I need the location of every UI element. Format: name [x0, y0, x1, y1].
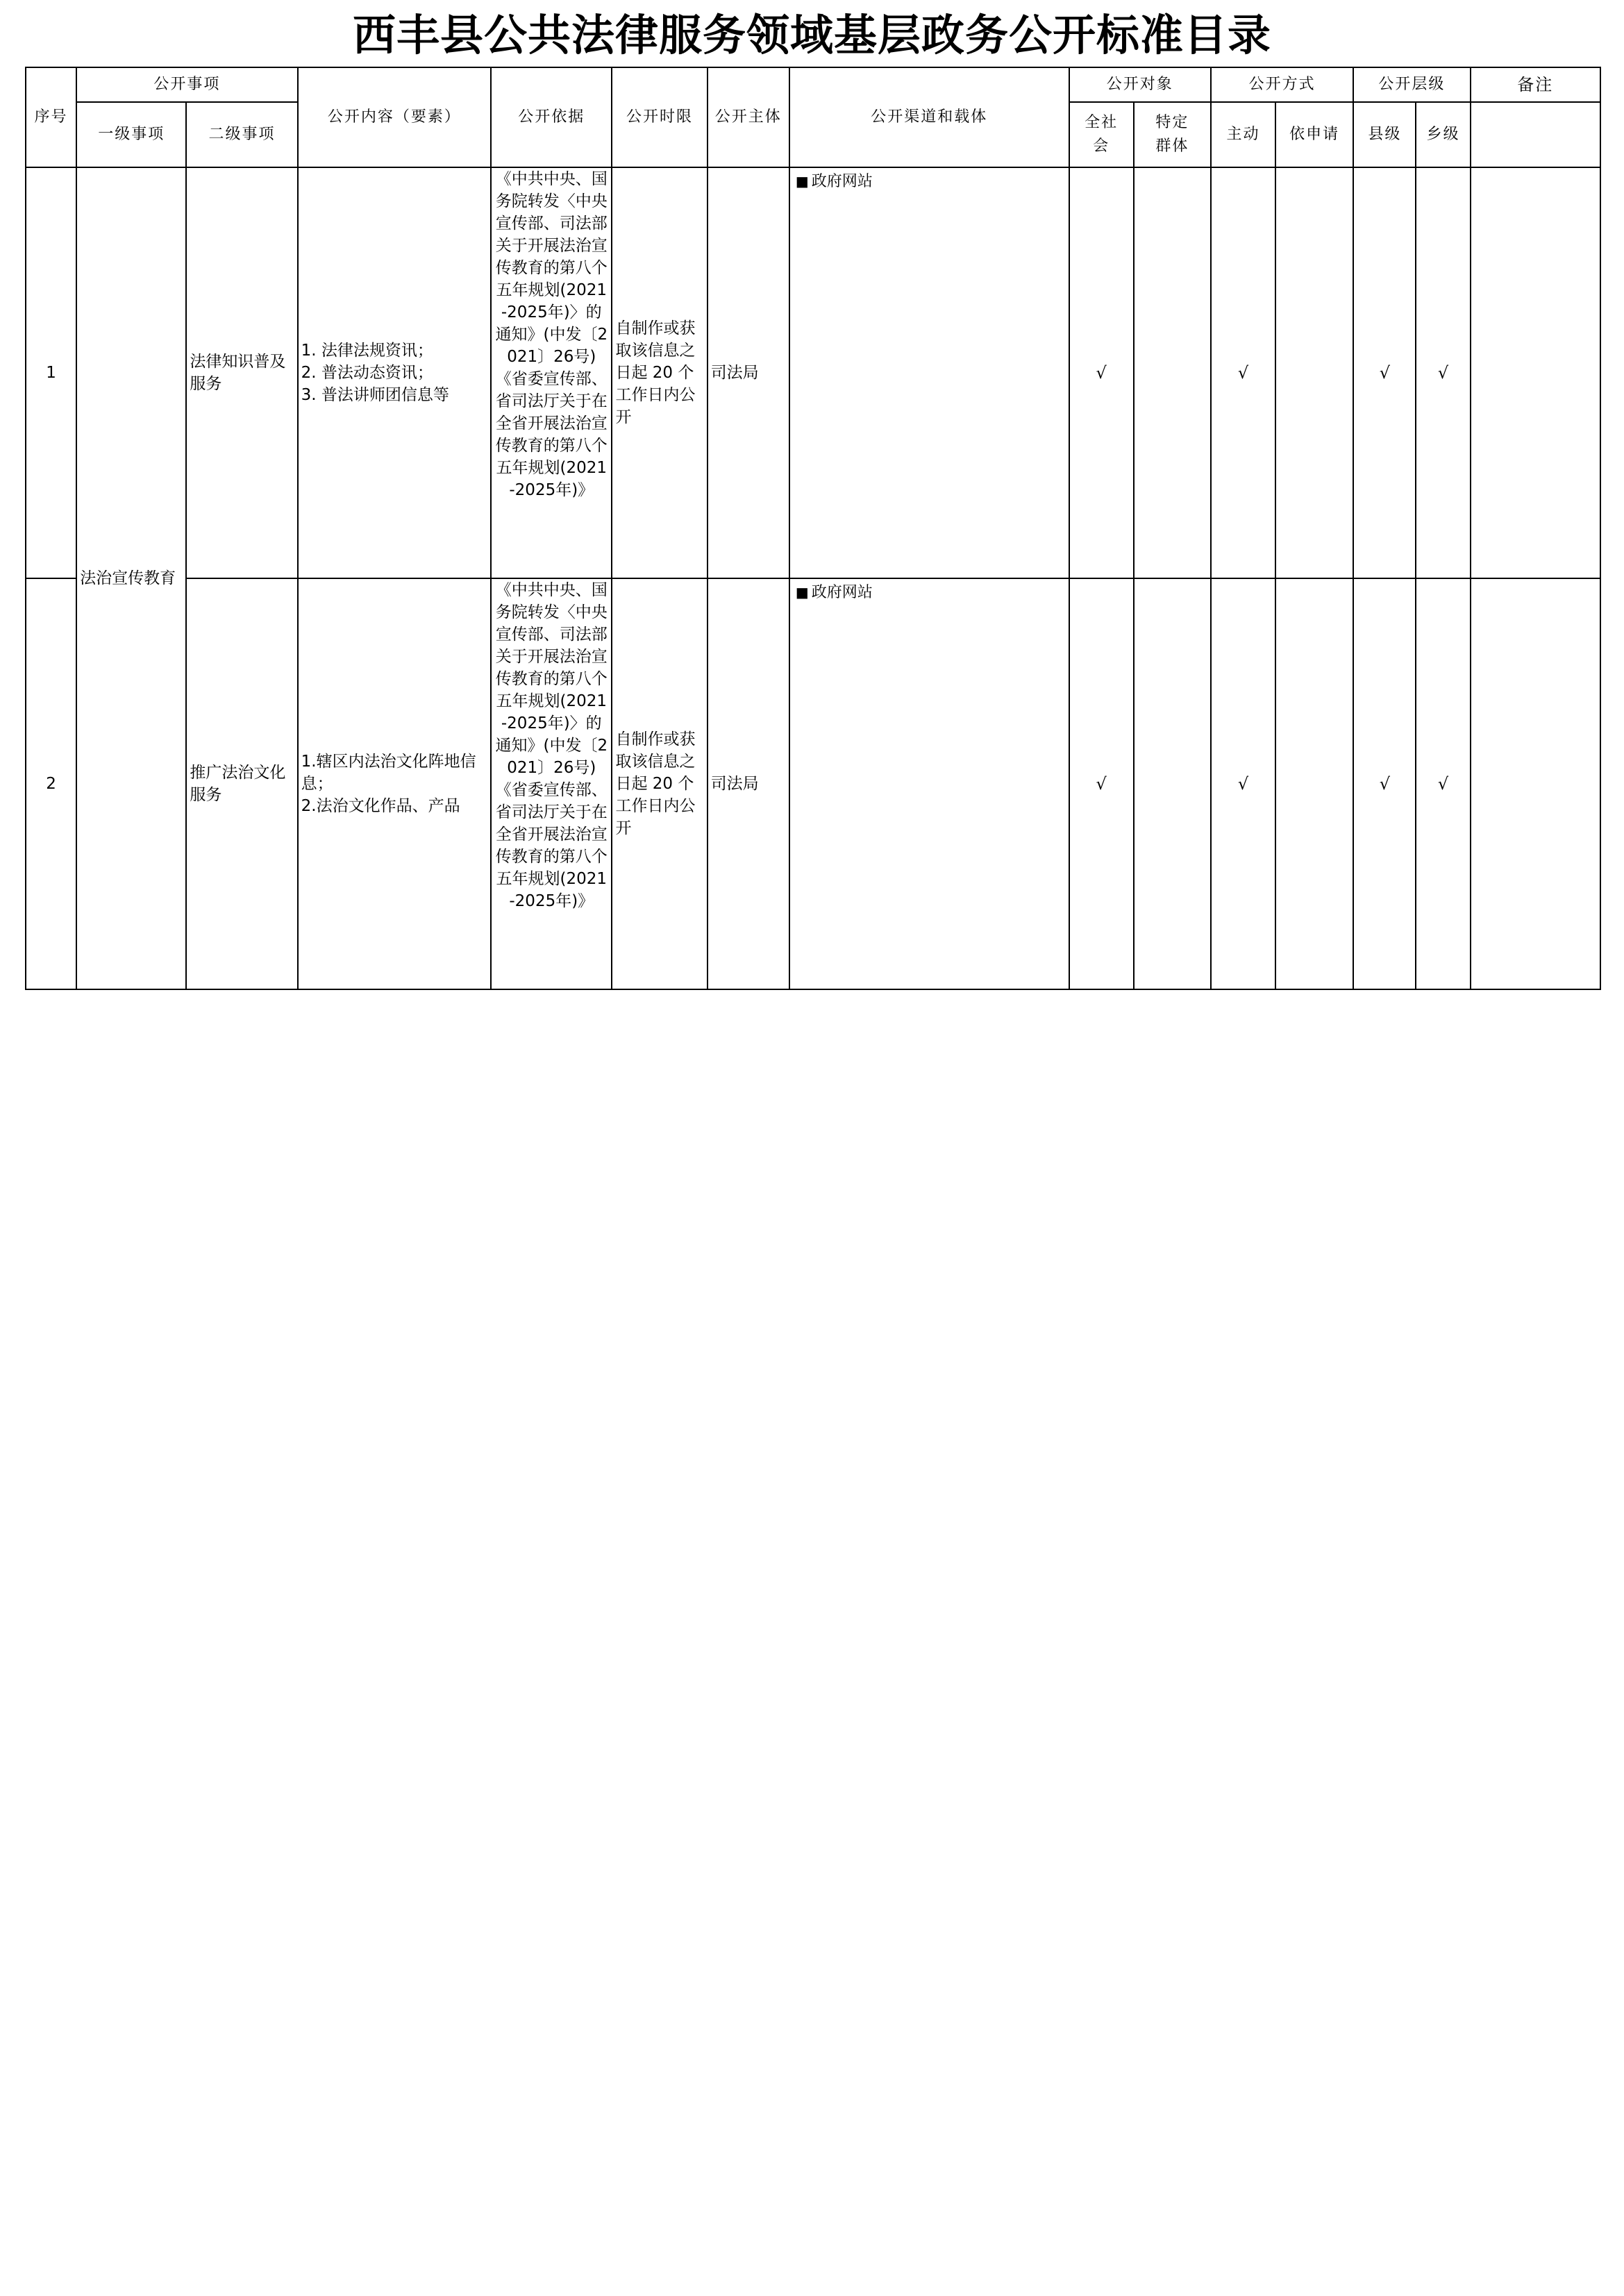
row-remarks: [1471, 167, 1600, 578]
row-method-active: √: [1211, 167, 1275, 578]
row-level-county: √: [1353, 167, 1416, 578]
row-channel: [789, 578, 1069, 989]
row-channel: [789, 167, 1069, 578]
row-level-county: √: [1353, 578, 1416, 989]
header-level-group: 公开层级: [1353, 67, 1470, 102]
row-seq: 1: [26, 167, 76, 578]
row-subject: 司法局: [708, 578, 789, 989]
header-method-group: 公开方式: [1211, 67, 1353, 102]
row-content: 1. 法律法规资讯； 2. 普法动态资讯； 3. 普法讲师团信息等: [298, 167, 491, 578]
row-level-township: √: [1416, 578, 1470, 989]
row-target-specific: [1134, 578, 1211, 989]
header-level-county: 县级: [1353, 102, 1416, 167]
row-target-all: √: [1069, 167, 1134, 578]
row-target-all: √: [1069, 578, 1134, 989]
row-level2: 推广法治文化服务: [186, 578, 297, 989]
header-subject: 公开主体: [708, 67, 789, 167]
header-remarks: 备注: [1471, 67, 1600, 102]
row-level2: 法律知识普及服务: [186, 167, 297, 578]
row-time-limit: 自制作或获取该信息之日起 20 个工作日内公开: [612, 167, 707, 578]
row-level-township: √: [1416, 167, 1470, 578]
row-target-specific: [1134, 167, 1211, 578]
header-level1: 一级事项: [76, 102, 186, 167]
header-level-township: 乡级: [1416, 102, 1470, 167]
catalog-table: [25, 67, 1601, 990]
row-method-request: [1275, 167, 1353, 578]
table-row: [26, 578, 1600, 989]
header-target-all: 全社 会: [1069, 102, 1134, 167]
header-remarks-blank: [1471, 102, 1600, 167]
header-content: 公开内容（要素）: [298, 67, 491, 167]
level1-item: 法治宣传教育: [76, 167, 186, 989]
table-row: [26, 167, 1600, 578]
header-target-group: 公开对象: [1069, 67, 1211, 102]
header-channel: 公开渠道和载体: [789, 67, 1069, 167]
header-target-specific: 特定 群体: [1134, 102, 1211, 167]
header-level2: 二级事项: [186, 102, 297, 167]
row-basis: 《中共中央、国务院转发〈中央宣传部、司法部关于开展法治宣传教育的第八个五年规划(2021-2025年)〉的通知》(中发〔2021〕26号)《省委宣传部、省司法厅关于在全省开展法治宣传教育的第八个五年规划(2021-2025年)》: [491, 167, 612, 578]
row-method-request: [1275, 578, 1353, 989]
header-basis: 公开依据: [491, 67, 612, 167]
header-items-group: 公开事项: [76, 67, 298, 102]
row-channel-label: 政府网站: [811, 584, 873, 601]
row-content: 1.辖区内法治文化阵地信息； 2.法治文化作品、产品: [298, 578, 491, 989]
page-title: 西丰县公共法律服务领域基层政务公开标准目录: [352, 10, 1271, 60]
square-bullet-icon: ■: [795, 584, 809, 601]
row-channel-label: 政府网站: [811, 173, 873, 190]
header-time-limit: 公开时限: [612, 67, 707, 167]
header-method-active: 主动: [1211, 102, 1275, 167]
row-time-limit: 自制作或获取该信息之日起 20 个工作日内公开: [612, 578, 707, 989]
row-subject: 司法局: [708, 167, 789, 578]
row-remarks: [1471, 578, 1600, 989]
row-basis: 《中共中央、国务院转发〈中央宣传部、司法部关于开展法治宣传教育的第八个五年规划(2021-2025年)〉的通知》(中发〔2021〕26号)《省委宣传部、省司法厅关于在全省开展法治宣传教育的第八个五年规划(2021-2025年)》: [491, 578, 612, 989]
header-method-request: 依申请: [1275, 102, 1353, 167]
square-bullet-icon: ■: [795, 173, 809, 190]
header-seq: 序号: [26, 67, 76, 167]
row-seq: 2: [26, 578, 76, 989]
row-method-active: √: [1211, 578, 1275, 989]
